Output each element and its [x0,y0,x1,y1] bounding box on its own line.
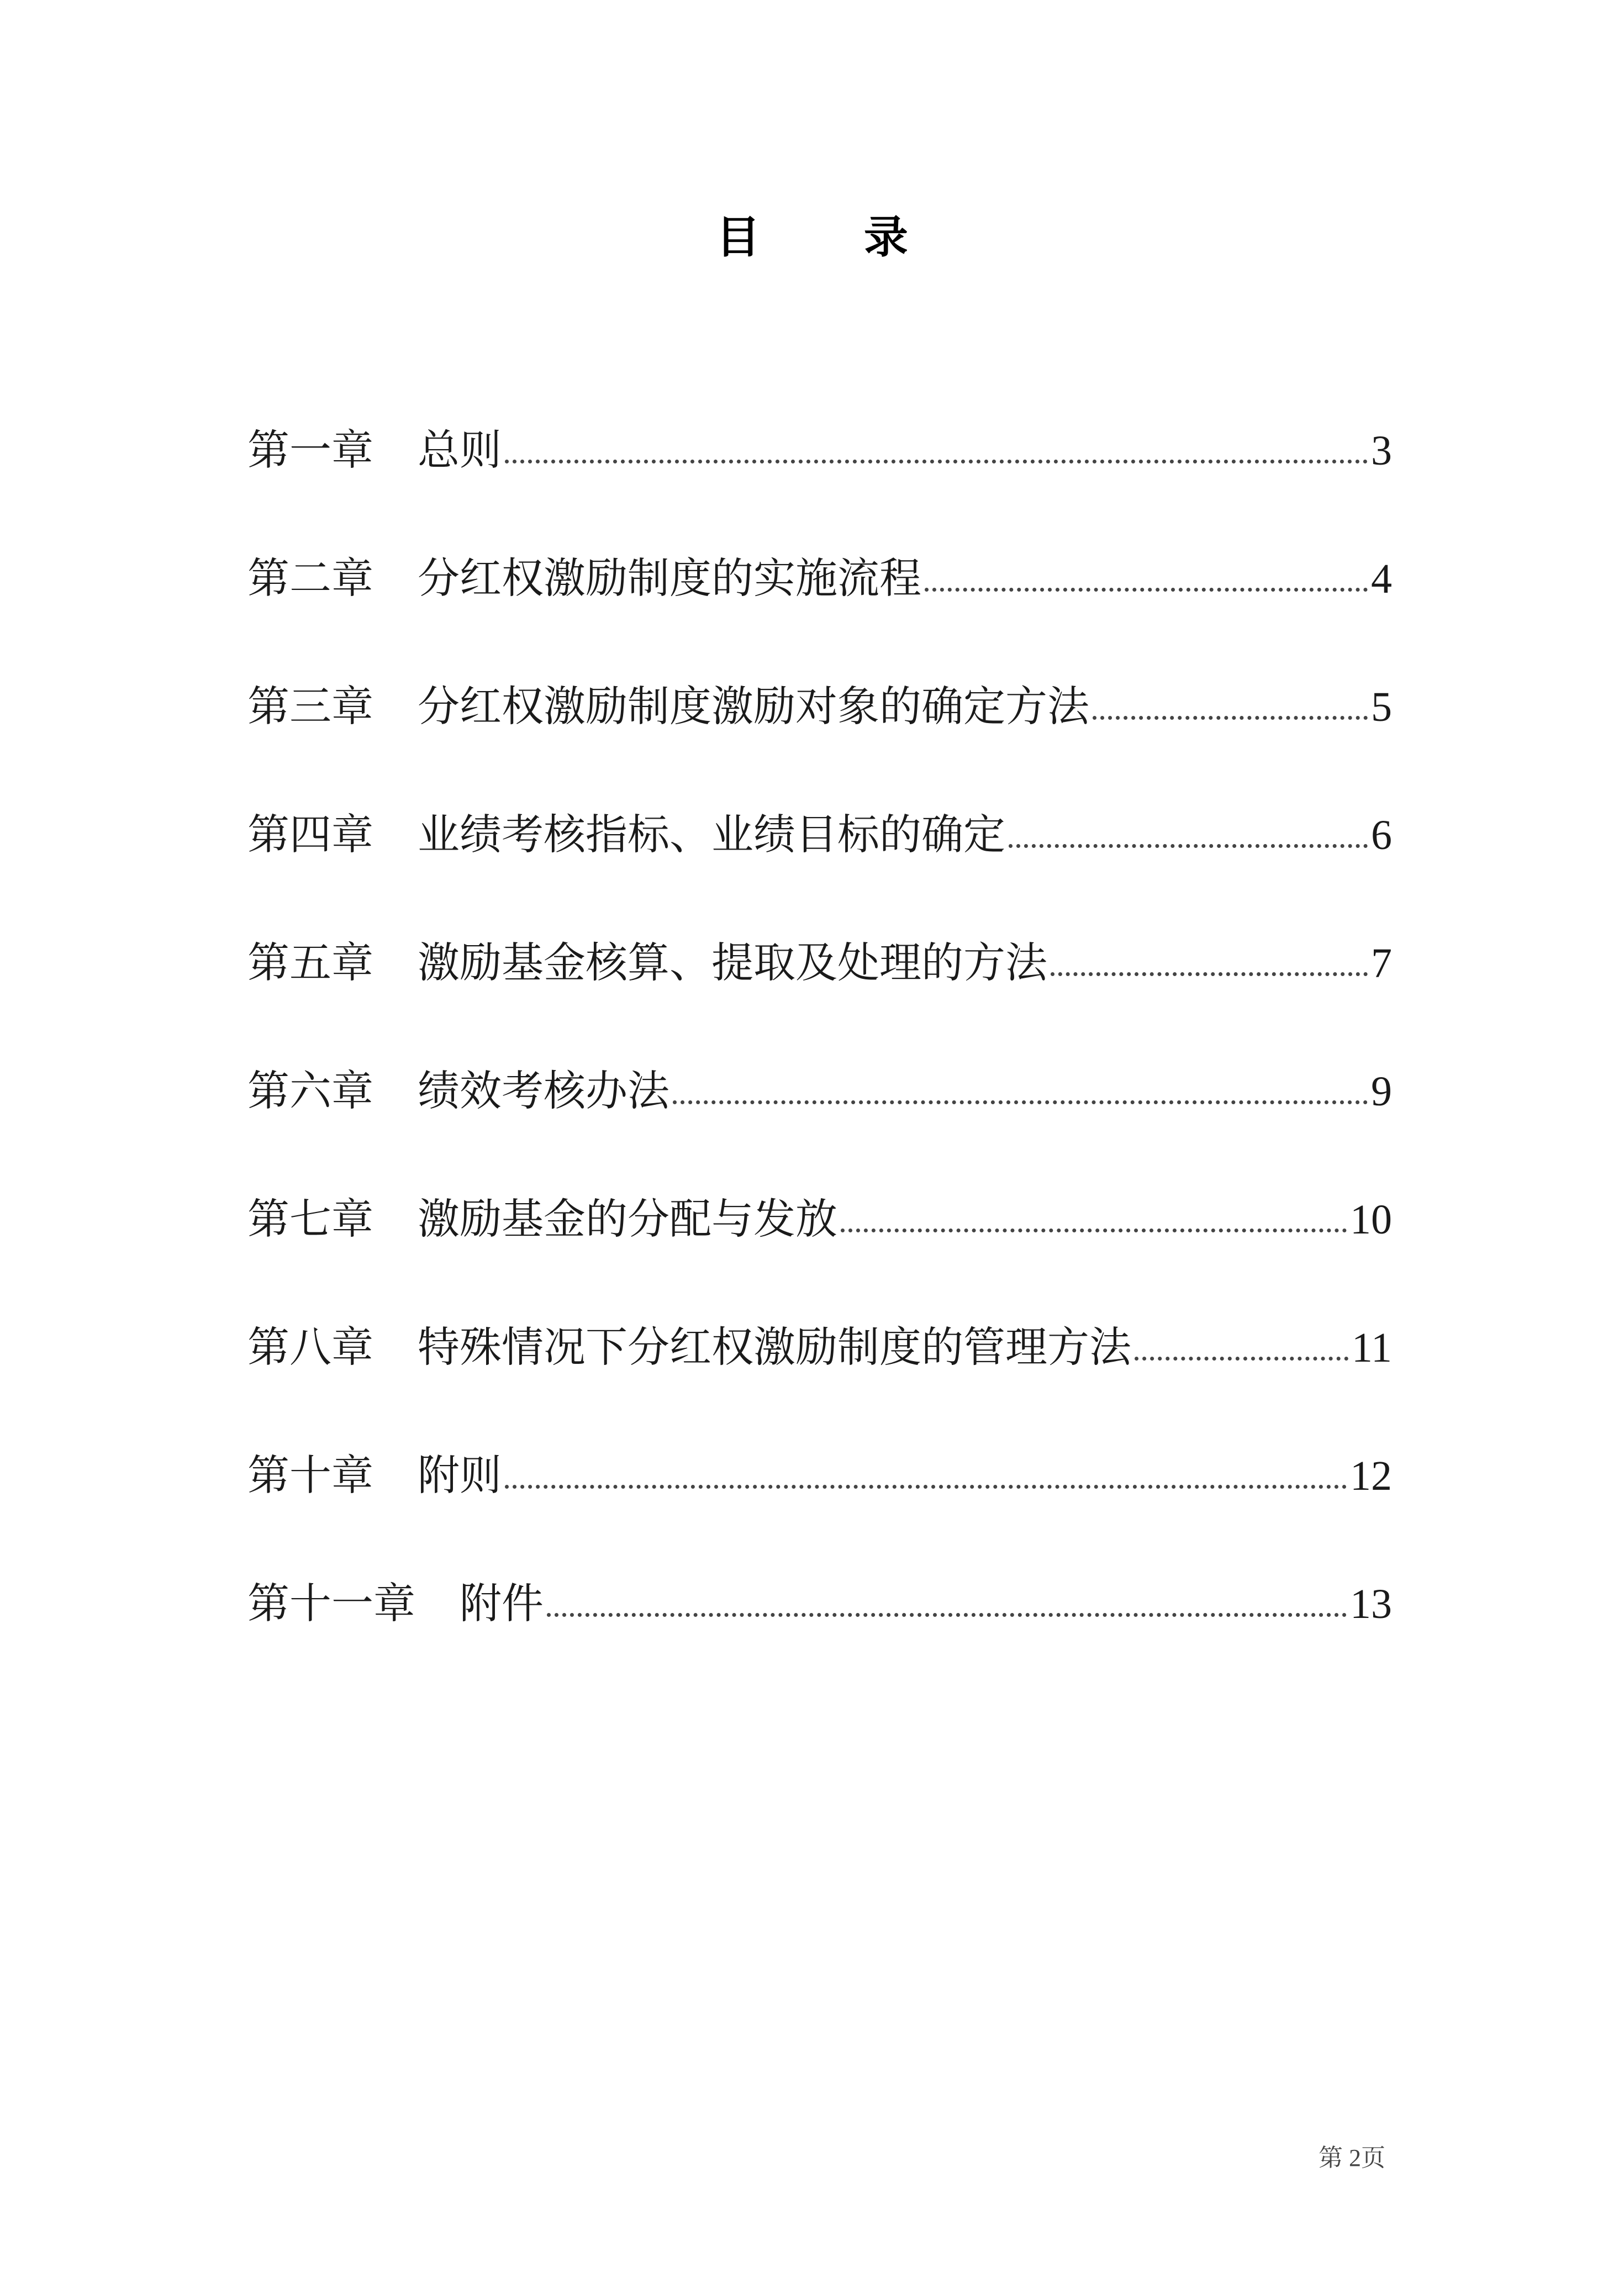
toc-dot-leader [1051,967,1368,976]
toc-dot-leader [673,1095,1368,1104]
toc-entry-6[interactable] [247,1066,1392,1194]
toc-page-number: 10 [1350,1196,1392,1243]
toc-dot-leader [505,1479,1347,1489]
toc-chapter-label: 第八章 [247,1322,373,1372]
toc-entry-name: 总则 [418,425,502,475]
toc-entry-1[interactable] [247,425,1392,553]
toc-entry-3[interactable] [247,682,1392,810]
toc-chapter-label: 第二章 [247,553,373,603]
toc-entry-name: 附件 [460,1579,544,1628]
toc-chapter-label: 第四章 [247,810,373,859]
toc-dot-leader [1093,710,1368,720]
toc-page-number: 9 [1371,1068,1392,1115]
toc-page-number: 3 [1371,428,1392,474]
toc-dot-leader [1135,1351,1348,1361]
toc-chapter-label: 第六章 [247,1066,373,1115]
toc-page-number: 7 [1371,940,1392,987]
toc-chapter-label: 第十一章 [247,1579,415,1628]
toc-entry-9[interactable] [247,1451,1392,1579]
toc-entry-10[interactable] [247,1579,1392,1707]
toc-dot-leader [547,1607,1347,1617]
toc-dot-leader [841,1223,1347,1232]
toc-title: 目 录 [716,212,952,263]
toc-entry-7[interactable] [247,1194,1392,1322]
toc-chapter-label: 第七章 [247,1194,373,1243]
toc-page-number: 11 [1351,1325,1392,1371]
toc-entry-name: 分红权激励制度激励对象的确定方法 [418,682,1089,731]
toc-entry-name: 绩效考核办法 [418,1066,669,1115]
toc-entry-name: 附则 [418,1451,502,1500]
page-number-footer: 第 2页 [1319,2144,1385,2171]
toc-entry-2[interactable] [247,553,1392,682]
toc-entry-5[interactable] [247,938,1392,1066]
toc-dot-leader [1009,839,1368,848]
toc-entry-8[interactable] [247,1322,1392,1451]
toc-entry-name: 激励基金核算、提取及处理的方法 [418,938,1047,987]
toc-entry-4[interactable] [247,810,1392,938]
toc-page-number: 4 [1371,556,1392,602]
toc-chapter-label: 第三章 [247,682,373,731]
toc-dot-leader [505,454,1368,463]
toc-entry-name: 业绩考核指标、业绩目标的确定 [418,810,1005,859]
toc-page-number: 12 [1350,1453,1392,1499]
toc-dot-leader [925,582,1368,592]
toc-chapter-label: 第十章 [247,1451,373,1500]
toc-page-number: 6 [1371,812,1392,858]
toc-entry-name: 特殊情况下分红权激励制度的管理方法 [418,1322,1131,1372]
toc-entry-name: 激励基金的分配与发放 [418,1194,837,1243]
toc-page-number: 5 [1371,684,1392,730]
toc-page-number: 13 [1350,1581,1392,1627]
toc-chapter-label: 第一章 [247,425,373,475]
toc-entry-name: 分红权激励制度的实施流程 [418,553,921,603]
toc-list [247,425,1392,1707]
toc-chapter-label: 第五章 [247,938,373,987]
